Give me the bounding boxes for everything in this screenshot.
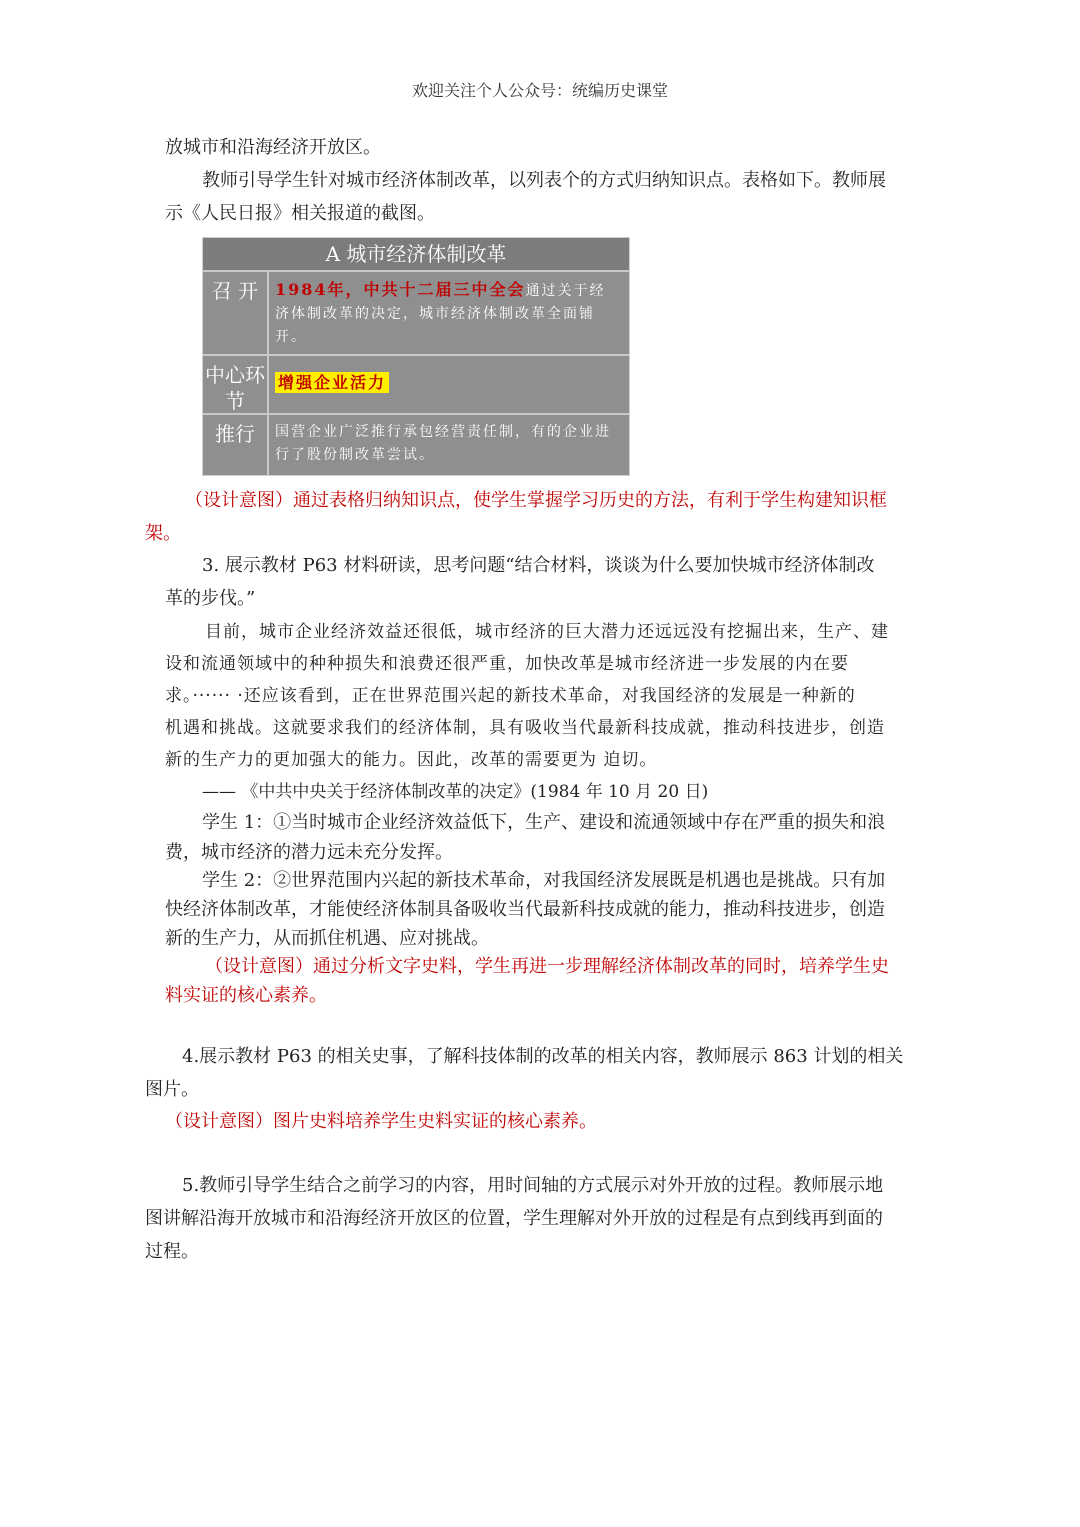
design-intent: （设计意图）图片史料培养学生史料实证的核心素养。 [165,1111,597,1132]
student-answer: 费，城市经济的潜力远未充分发挥。 [165,842,453,863]
row-label: 中心环节 [203,356,269,413]
row-content [275,371,621,396]
item-5: 图讲解沿海开放城市和沿海经济开放区的位置，学生理解对外开放的过程是有点到线再到面的 [145,1208,883,1229]
item-4: 图片。 [145,1079,199,1100]
row-content: 国营企业广泛推行承包经营责任制，有的企业进行了股份制改革尝试。 [275,424,611,463]
table-row [203,272,629,356]
row-label: 推行 [203,415,269,475]
row-content [275,278,621,349]
item-3: 革的步伐。” [165,588,256,609]
table-row [203,356,629,415]
meeting-highlight: 中共十二届三中全会 [363,280,526,299]
quote-line: 设和流通领域中的种种损失和浪费还很严重，加快改革是城市经济进一步发展的内在要 [165,654,849,674]
row-text: 通过关于经济体制改革的决定，城市经济体制改革全面铺开。 [275,283,606,345]
student-answer: 新的生产力，从而抓住机遇、应对挑战。 [165,928,489,949]
quote-line: 机遇和挑战。这就要求我们的经济体制，具有吸收当代最新科技成就，推动科技进步，创造 [165,718,885,738]
item-4: 4.展示教材 P63 的相关史事，了解科技体制的改革的相关内容，教师展示 863 计划的相关 [182,1046,904,1067]
item-5: 5.教师引导学生结合之前学习的内容，用时间轴的方式展示对外开放的过程。教师展示地 [182,1175,884,1196]
quote-line: 求。······ ·还应该看到，正在世界范围兴起的新技术革命，对我国经济的发展是一种新的 [165,686,856,706]
key-highlight: 增强企业活力 [275,372,389,393]
table-title: A 城市经济体制改革 [203,238,629,272]
newspaper-screenshot-table [202,237,630,476]
paragraph-line: 示《人民日报》相关报道的截图。 [165,203,435,224]
table-row [203,415,629,475]
paragraph-line: 放城市和沿海经济开放区。 [165,137,381,158]
quote-line: 目前，城市企业经济效益还很低，城市经济的巨大潜力还远远没有挖掘出来，生产、建 [205,622,889,642]
row-label: 召 开 [203,272,269,354]
design-intent: （设计意图）通过表格归纳知识点，使学生掌握学习历史的方法，有利于学生构建知识框 [185,490,887,511]
design-intent: 架。 [145,523,181,544]
design-intent: （设计意图）通过分析文字史料，学生再进一步理解经济体制改革的同时，培养学生史 [205,956,889,977]
year-highlight: 1984年， [275,280,364,299]
student-answer: 快经济体制改革，才能使经济体制具备吸收当代最新科技成就的能力，推动科技进步，创造 [165,899,885,920]
paragraph-line: 教师引导学生针对城市经济体制改革，以列表个的方式归纳知识点。表格如下。教师展 [202,170,886,191]
design-intent: 料实证的核心素养。 [165,985,327,1006]
quote-source: —— 《中共中央关于经济体制改革的决定》(1984 年 10 月 20 日) [202,782,709,802]
page-header: 欢迎关注个人公众号：统编历史课堂 [411,81,668,100]
student-answer: 学生 2：②世界范围内兴起的新技术革命，对我国经济发展既是机遇也是挑战。只有加 [202,870,886,891]
quote-line: 新的生产力的更加强大的能力。因此，改革的需要更为 迫切。 [165,750,658,770]
item-3: 3. 展示教材 P63 材料研读，思考问题“结合材料，谈谈为什么要加快城市经济体制改 [202,555,875,576]
item-5: 过程。 [145,1241,199,1262]
student-answer: 学生 1：①当时城市企业经济效益低下，生产、建设和流通领域中存在严重的损失和浪 [202,812,886,833]
